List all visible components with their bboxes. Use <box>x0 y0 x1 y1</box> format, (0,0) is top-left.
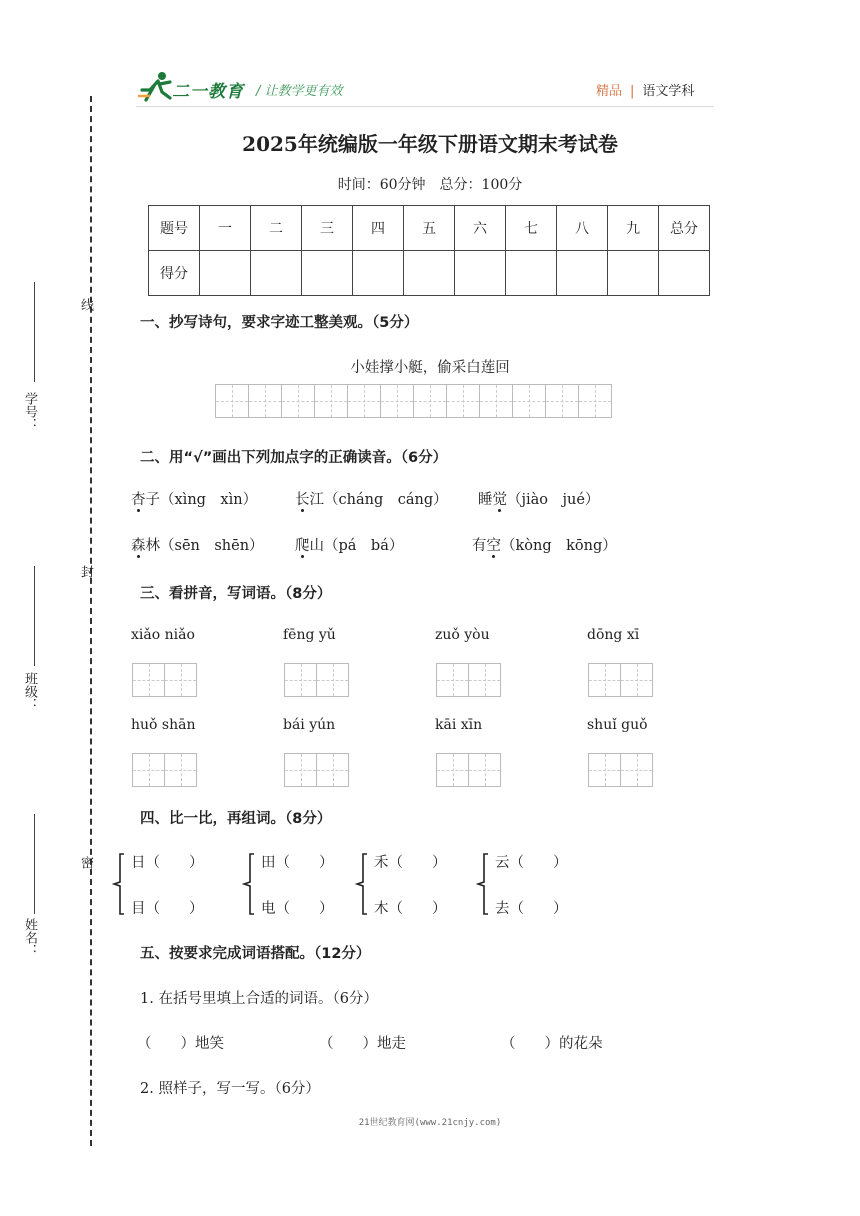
word-grid[interactable] <box>588 753 652 787</box>
pinyin-label: xiǎo niǎo <box>131 627 195 643</box>
word-grid[interactable] <box>132 663 196 697</box>
brand-quality: 精品 <box>596 84 623 99</box>
dotted-char: 爬 <box>295 538 310 554</box>
dotted-char: 觉 <box>492 492 507 508</box>
compare-word[interactable]: 禾（ ） <box>374 855 447 871</box>
pinyin-item[interactable] <box>131 488 257 509</box>
side-label-feng: 封 <box>78 565 93 578</box>
pinyin-label: shuǐ guǒ <box>587 717 648 733</box>
score-cell[interactable] <box>455 251 506 296</box>
brace-icon <box>476 852 490 916</box>
writing-cell[interactable] <box>164 663 197 697</box>
brace-icon <box>355 852 369 916</box>
page-title: 2025年统编版一年级下册语文期末考试卷 <box>242 132 618 156</box>
section-2-heading: 二、用“√”画出下列加点字的正确读音。（6分） <box>140 450 448 466</box>
section-4-heading: 四、比一比，再组词。（8分） <box>140 811 332 827</box>
brand-right <box>596 80 694 99</box>
word-grid[interactable] <box>436 663 500 697</box>
writing-cell[interactable] <box>281 384 315 418</box>
section-5-heading: 五、按要求完成词语搭配。（12分） <box>140 946 371 962</box>
pinyin-item[interactable] <box>478 488 599 509</box>
compare-word[interactable]: 日（ ） <box>131 855 204 871</box>
writing-cell[interactable] <box>578 384 612 418</box>
pinyin-label: bái yún <box>283 717 336 733</box>
item-text: 有 <box>472 538 487 554</box>
pinyin-item[interactable] <box>472 534 617 555</box>
fill-item[interactable]: （ ）地笑 <box>137 1036 224 1052</box>
writing-cell[interactable] <box>588 753 621 787</box>
score-header-cell: 八 <box>557 206 608 251</box>
writing-cell[interactable] <box>284 753 317 787</box>
writing-cell[interactable] <box>512 384 546 418</box>
poem-line: 小娃撑小艇，偷采白莲回 <box>350 360 510 376</box>
pinyin-label: dōng xī <box>587 627 640 643</box>
writing-cell[interactable] <box>588 663 621 697</box>
word-grid[interactable] <box>132 753 196 787</box>
slogan: / 让教学更有效 <box>256 84 343 99</box>
score-header-cell: 七 <box>506 206 557 251</box>
brand-separator: | <box>630 84 635 99</box>
compare-word[interactable]: 电（ ） <box>261 901 334 917</box>
section-3-heading: 三、看拼音，写词语。（8分） <box>140 586 332 602</box>
writing-cell[interactable] <box>316 753 349 787</box>
copy-grid[interactable] <box>215 384 611 418</box>
writing-cell[interactable] <box>164 753 197 787</box>
writing-cell[interactable] <box>620 753 653 787</box>
item-text: 睡 <box>478 492 493 508</box>
runner-logo-icon <box>136 70 176 104</box>
writing-cell[interactable] <box>132 663 165 697</box>
side-label-mi: 密 <box>78 856 93 869</box>
fill-item[interactable]: （ ）的花朵 <box>501 1036 603 1052</box>
writing-cell[interactable] <box>468 753 501 787</box>
brace-icon <box>112 852 126 916</box>
compare-word[interactable]: 去（ ） <box>495 901 568 917</box>
score-header-cell: 四 <box>353 206 404 251</box>
score-header-row <box>149 206 710 251</box>
writing-cell[interactable] <box>314 384 348 418</box>
writing-cell[interactable] <box>347 384 381 418</box>
writing-cell[interactable] <box>436 663 469 697</box>
word-grid[interactable] <box>436 753 500 787</box>
writing-cell[interactable] <box>446 384 480 418</box>
section-1-heading: 一、抄写诗句，要求字迹工整美观。（5分） <box>140 315 419 331</box>
writing-cell[interactable] <box>132 753 165 787</box>
score-cell[interactable] <box>659 251 710 296</box>
pinyin-label: huǒ shān <box>131 717 196 733</box>
score-header-cell: 五 <box>404 206 455 251</box>
time-info: 时间：60分钟 总分：100分 <box>337 177 523 193</box>
item-text: 山（pá bá） <box>309 538 404 554</box>
fill-item[interactable]: （ ）地走 <box>319 1036 406 1052</box>
writing-cell[interactable] <box>479 384 513 418</box>
dotted-char: 空 <box>486 538 501 554</box>
compare-word[interactable]: 云（ ） <box>495 855 568 871</box>
compare-word[interactable]: 目（ ） <box>131 901 204 917</box>
score-cell[interactable] <box>557 251 608 296</box>
score-cell[interactable] <box>404 251 455 296</box>
writing-cell[interactable] <box>436 753 469 787</box>
pinyin-label: fēng yǔ <box>283 627 336 643</box>
score-header-cell: 一 <box>200 206 251 251</box>
pinyin-item[interactable] <box>295 488 448 509</box>
dotted-char: 长 <box>295 492 310 508</box>
item-text: 子（xìng xìn） <box>145 492 258 508</box>
writing-cell[interactable] <box>284 663 317 697</box>
footer: 21世纪教育网(www.21cnjy.com) <box>358 1118 502 1128</box>
writing-cell[interactable] <box>380 384 414 418</box>
dotted-char: 杏 <box>131 492 146 508</box>
writing-cell[interactable] <box>248 384 282 418</box>
banji-label: 班级： <box>22 672 37 711</box>
score-header-cell: 二 <box>251 206 302 251</box>
score-header-cell: 六 <box>455 206 506 251</box>
score-cell[interactable] <box>353 251 404 296</box>
score-header-cell: 九 <box>608 206 659 251</box>
pinyin-label: kāi xīn <box>435 717 483 733</box>
score-cell[interactable] <box>200 251 251 296</box>
writing-cell[interactable] <box>413 384 447 418</box>
score-header-cell: 题号 <box>149 206 200 251</box>
xuehao-label: 学号： <box>22 392 37 431</box>
question-1: 1. 在括号里填上合适的词语。（6分） <box>140 991 378 1007</box>
brand-subject: 语文学科 <box>642 84 695 99</box>
score-cell[interactable] <box>251 251 302 296</box>
pinyin-item[interactable] <box>295 534 403 555</box>
score-header-cell: 总分 <box>659 206 710 251</box>
score-row-label: 得分 <box>149 251 200 296</box>
xingming-line <box>34 814 35 914</box>
pinyin-item[interactable] <box>131 534 264 555</box>
item-text: （kòng kōng） <box>501 538 617 554</box>
item-text: 江（cháng cáng） <box>309 492 448 508</box>
writing-cell[interactable] <box>316 663 349 697</box>
banji-line <box>34 566 35 666</box>
writing-cell[interactable] <box>468 663 501 697</box>
item-text: （jiào jué） <box>507 492 600 508</box>
word-grid[interactable] <box>588 663 652 697</box>
writing-cell[interactable] <box>620 663 653 697</box>
xingming-label: 姓名： <box>22 918 37 957</box>
pinyin-label: zuǒ yòu <box>435 627 490 643</box>
item-text: 林（sēn shēn） <box>145 538 264 554</box>
score-cell[interactable] <box>506 251 557 296</box>
score-value-row <box>149 251 710 296</box>
logo-text: 二一教育 <box>172 82 244 102</box>
word-grid[interactable] <box>284 663 348 697</box>
score-cell[interactable] <box>608 251 659 296</box>
score-cell[interactable] <box>302 251 353 296</box>
score-header-cell: 三 <box>302 206 353 251</box>
writing-cell[interactable] <box>545 384 579 418</box>
dotted-char: 森 <box>131 538 146 554</box>
compare-word[interactable]: 田（ ） <box>261 855 334 871</box>
word-grid[interactable] <box>284 753 348 787</box>
brace-icon <box>242 852 256 916</box>
compare-word[interactable]: 木（ ） <box>374 901 447 917</box>
binding-dashed-line <box>90 96 92 1146</box>
header-divider <box>136 106 714 107</box>
question-2: 2. 照样子，写一写。（6分） <box>140 1081 320 1097</box>
writing-cell[interactable] <box>215 384 249 418</box>
score-table <box>148 205 710 296</box>
side-label-xian: 线 <box>78 298 93 311</box>
